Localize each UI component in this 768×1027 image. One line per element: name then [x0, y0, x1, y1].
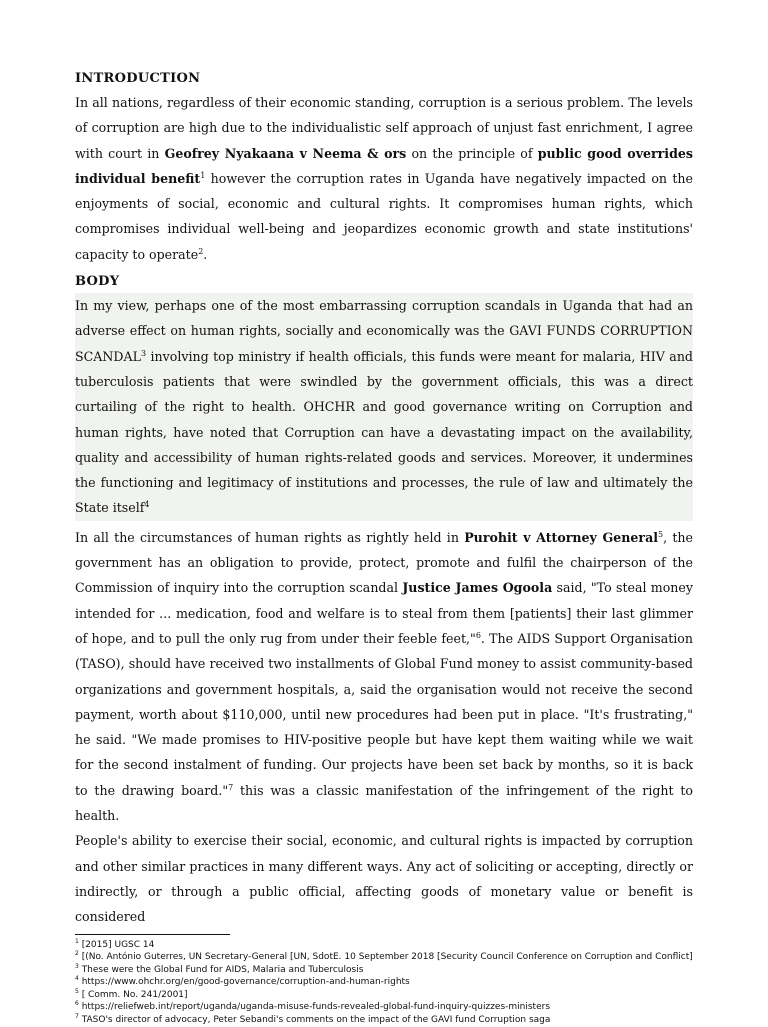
footnote-number: 3 — [75, 962, 79, 970]
footnote-link[interactable]: https://www.ohchr.org/en/good-governance/corruption-and-human-rights — [78, 977, 410, 988]
text-run: said, "To steal money intended for ... medication, food and welfare is to steal from them [patients] their last glimmer of hope, and to pull the only rug from under their feeble feet," — [75, 580, 693, 646]
footnote-text: TASO's director of advocacy, Peter Sebandi's comments on the impact of the GAVI fund Corruption saga — [78, 1015, 551, 1026]
body-paragraph-rights: People's ability to exercise their social, economic, and cultural rights is impacted by corruption and other similar practices in many different ways. Any act of soliciting or accepting, directly or indirectly, or through a public official, affecting goods of monetary value or benefit is considered — [75, 833, 693, 925]
judge-name: Justice James Ogoola — [402, 580, 553, 596]
footnote — [75, 964, 693, 977]
footnote-text: [(No. António Guterres, UN Secretary-General [UN, SdotE. 10 September 2018 [Security Council Conference on Corruption and Conflict] — [78, 952, 693, 963]
footnote-number: 4 — [75, 975, 79, 983]
footnote-number: 7 — [75, 1013, 79, 1021]
principle-text: public good overrides individual benefit — [75, 145, 693, 186]
footnote-separator — [75, 934, 230, 935]
body-heading: BODY — [75, 274, 120, 290]
footnote-text: [ Comm. No. 241/2001] — [78, 989, 188, 1000]
footnote — [75, 989, 693, 1002]
text-run: however the corruption rates in Uganda have negatively impacted on the enjoyments of social, economic and cultural rights. It compromises human rights, which compromises individual well-being and jeopardizes economic growth and state institutions' capacity to operate — [75, 170, 693, 262]
text-run: In my view, perhaps one of the most embarrassing corruption scandals in Uganda that had an adverse effect on human rights, socially and economically was the GAVI FUNDS CORRUPTION SCANDAL — [75, 298, 693, 364]
text-run: . — [203, 246, 208, 262]
footnote-text: [2015] UGSC 14 — [78, 939, 155, 950]
text-run: , the government has an obligation to provide, protect, promote and fulfil the chairperson of the Commission of inquiry into the corruption scandal — [75, 529, 693, 596]
footnote-ref[interactable]: 3 — [140, 348, 147, 358]
introduction-paragraph — [75, 90, 693, 267]
footnote-number: 5 — [75, 987, 79, 995]
body-paragraph-purohit — [75, 525, 693, 829]
footnote-ref[interactable]: 5 — [658, 529, 664, 539]
body-paragraph-gavi — [75, 293, 693, 521]
footnote-ref[interactable]: 7 — [228, 782, 234, 792]
case-name: Purohit v Attorney General — [464, 529, 659, 545]
footnote-ref[interactable]: 2 — [198, 246, 204, 256]
footnote — [75, 951, 693, 964]
footnote — [75, 1014, 693, 1027]
case-name: Geofrey Nyakaana v Neema & ors — [164, 145, 407, 161]
footnote-link[interactable]: https://reliefweb.int/report/uganda/uganda-misuse-funds-revealed-global-fund-inquiry-quizzes-ministers — [78, 1002, 551, 1013]
footnote-number: 6 — [75, 1000, 79, 1008]
footnote-number: 1 — [75, 937, 79, 945]
text-run: involving top ministry if health officials, this funds were meant for malaria, HIV and tuberculosis patients that were swindled by the government officials, this was a direct curtailing of the right to health. OHCHR and good governance writing on Corruption and human rights, have noted that Corruption can have a devastating impact on the availability, quality and accessibility of human rights-related goods and services. Moreover, it undermines the functioning and legitimacy of institutions and processes, the rule of law and ultimately the State itself — [75, 348, 693, 516]
footnote — [75, 939, 693, 952]
introduction-heading: INTRODUCTION — [75, 71, 201, 86]
footnote-number: 2 — [75, 950, 79, 958]
footnote-ref[interactable]: 4 — [144, 500, 150, 510]
footnote — [75, 1001, 693, 1014]
text-run: In all the circumstances of human rights as rightly held in — [75, 529, 465, 545]
footnote-ref[interactable]: 6 — [475, 630, 481, 640]
footnotes — [75, 939, 693, 1027]
footnote — [75, 976, 693, 989]
text-run: In all nations, regardless of their economic standing, corruption is a serious problem. The levels of corruption are high due to the individualistic self approach of unjust fast enrichment, I agree with court in — [75, 95, 693, 161]
text-run: on the principle of — [406, 145, 538, 161]
footnote-text: These were the Global Fund for AIDS, Malaria and Tuberculosis — [78, 964, 364, 975]
text-run: . The AIDS Support Organisation (TASO), should have received two installments of Global Fund money to assist community-based organizations and government hospitals, a, said the organisation would not receive the second payment, worth about $110,000, until new procedures had been put in place. "It's frustrating," he said. "We made promises to HIV-positive people but have kept them waiting while we wait for the second instalment of funding. Our projects have been set back by months, so it is back to the drawing board." — [75, 630, 693, 798]
footnote-ref[interactable]: 1 — [200, 170, 206, 180]
text-run: this was a classic manifestation of the infringement of the right to health. — [75, 782, 693, 824]
